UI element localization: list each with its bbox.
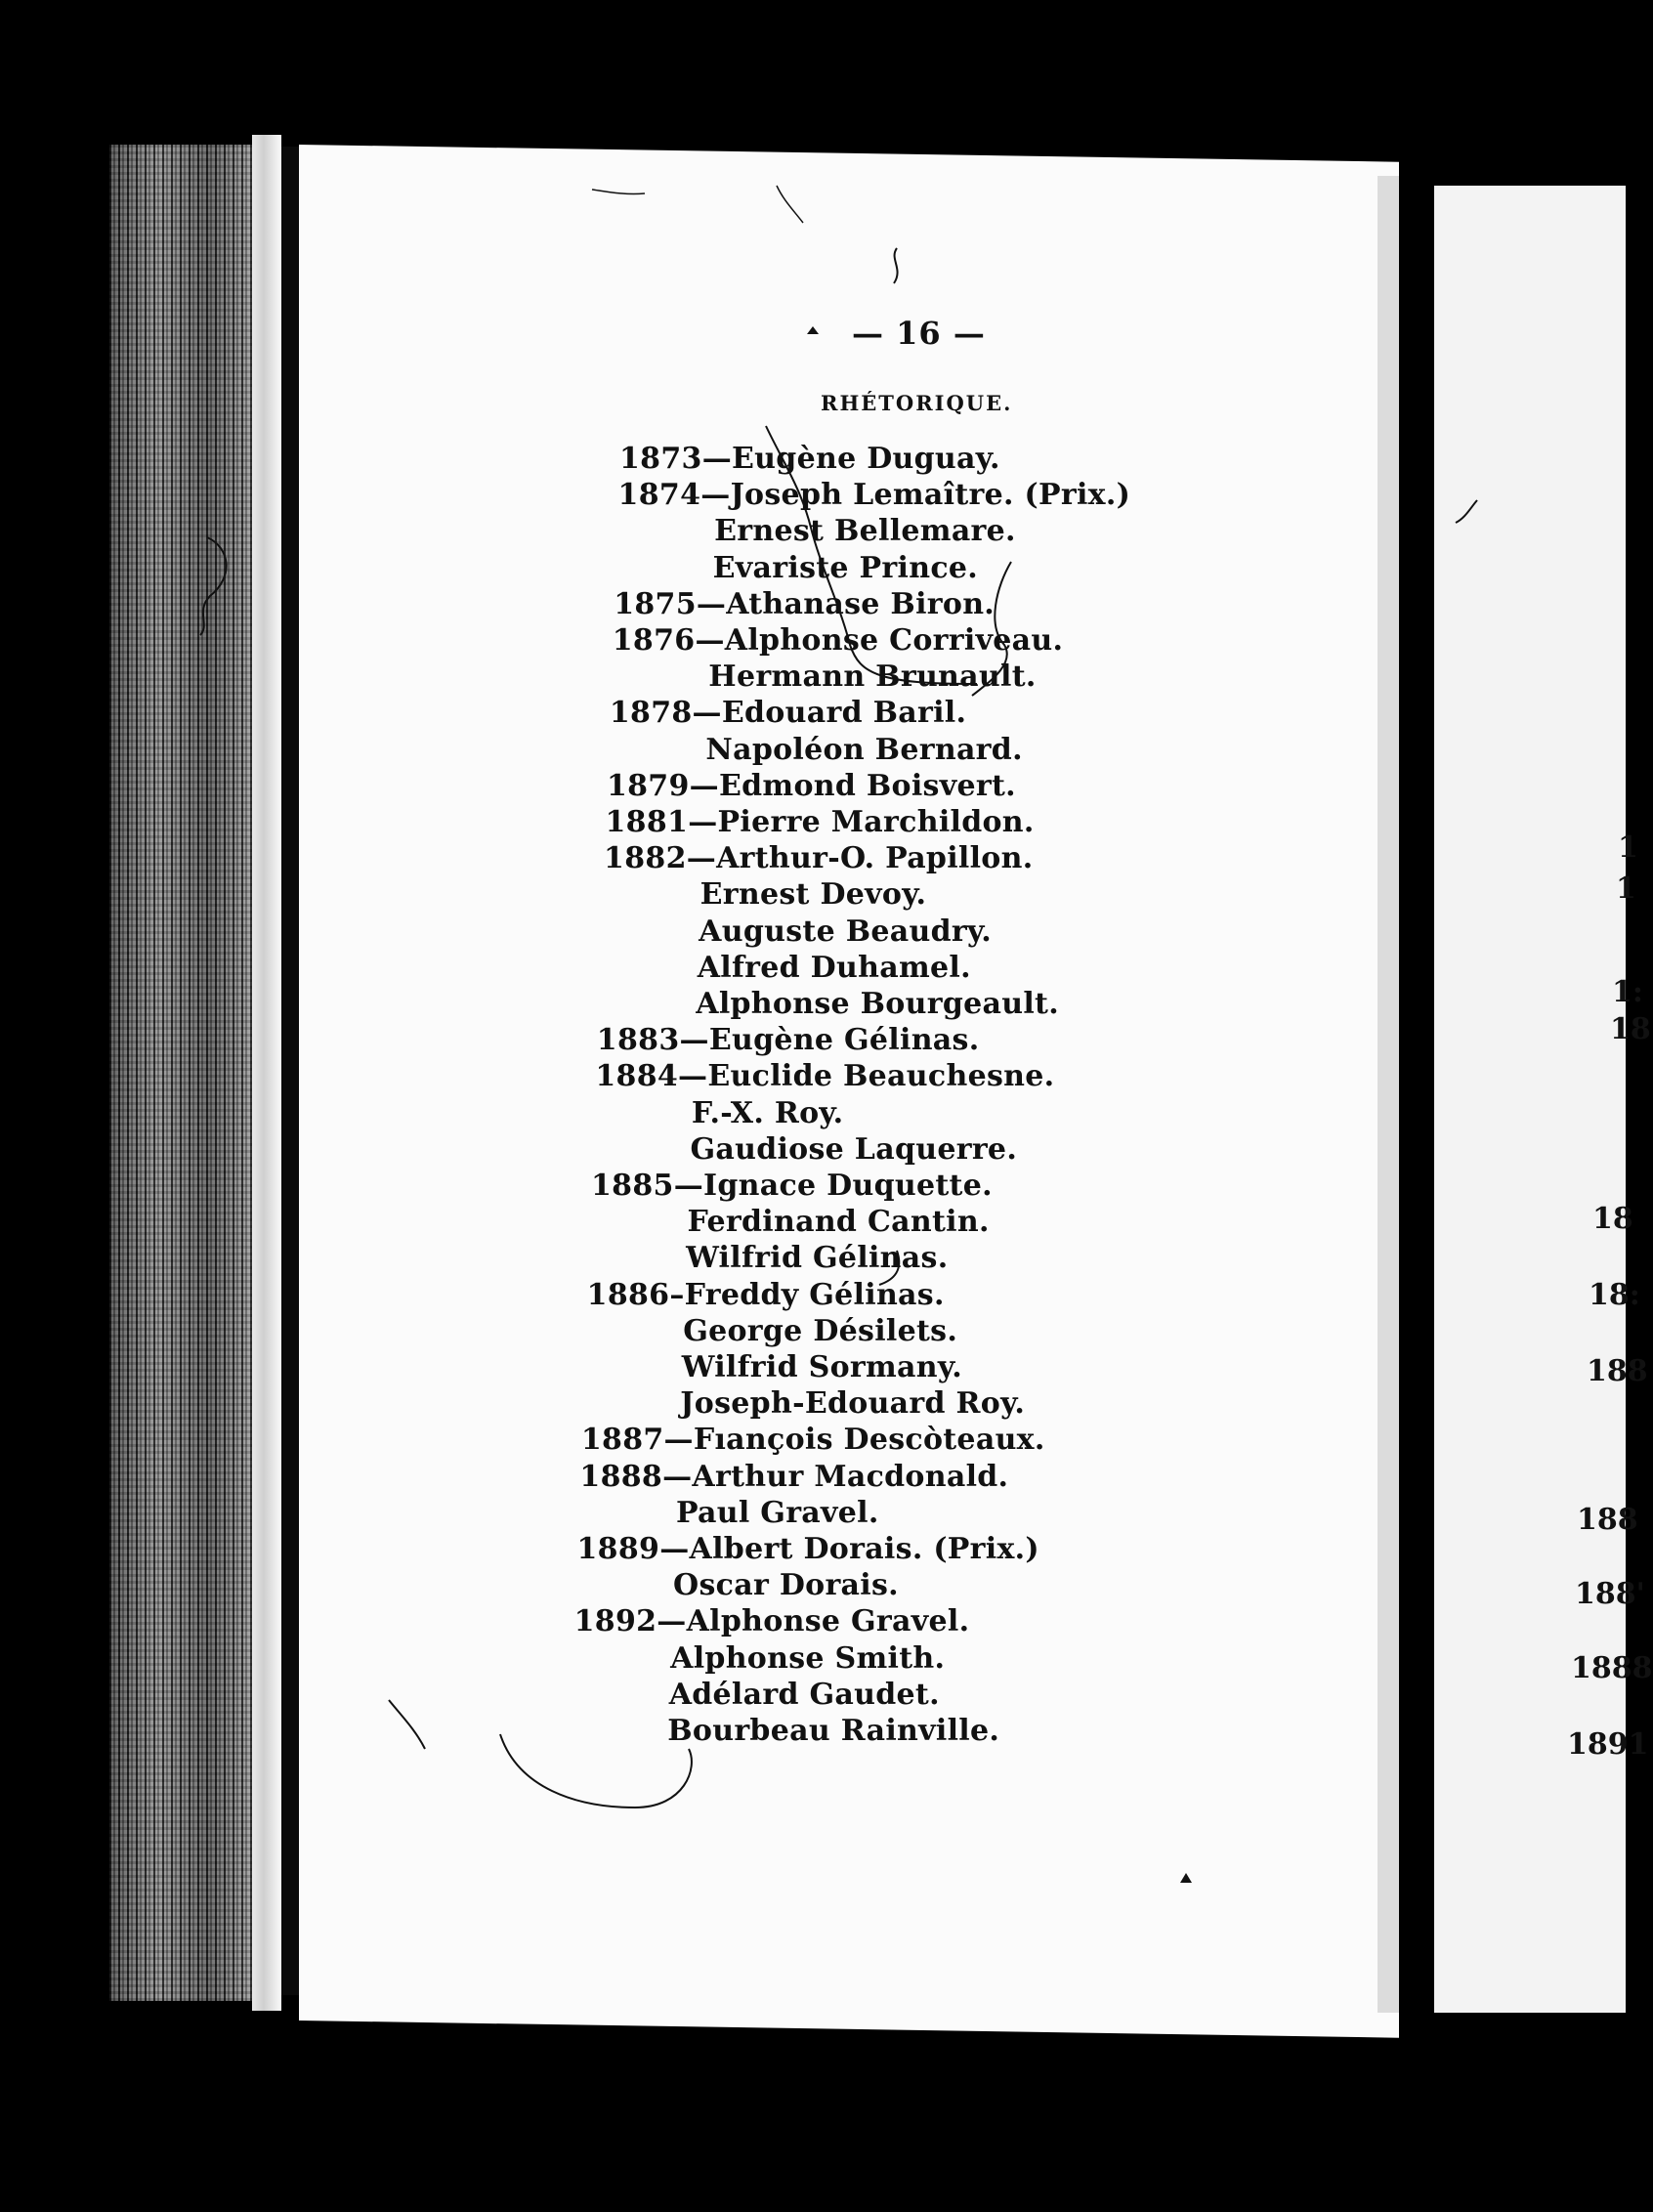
entry-separator: — xyxy=(696,586,727,621)
entry-separator: — xyxy=(701,442,733,476)
entry-name: Alphonse Smith. xyxy=(670,1640,946,1676)
entry-year: 1882 xyxy=(604,841,687,876)
entry-name: Fıançois Descòteaux. xyxy=(693,1423,1045,1458)
entry-year: 1892 xyxy=(573,1604,657,1639)
entry-year: 1887 xyxy=(580,1423,664,1458)
entry-year: 1886 xyxy=(586,1277,670,1312)
next-page-text: 1 xyxy=(1618,830,1638,865)
entry-separator: — xyxy=(659,1532,690,1566)
entry-name: Alphonse Gravel. xyxy=(686,1604,970,1639)
section-title: RHÉTORIQUE. xyxy=(821,391,1013,415)
entry-separator: — xyxy=(662,1459,693,1494)
entry-year: 1876 xyxy=(612,623,696,658)
entry-name: Napoléon Bernard. xyxy=(705,732,1023,767)
entry-name: Edouard Baril. xyxy=(721,696,967,731)
entry-separator: — xyxy=(673,1169,704,1203)
entry-name: George Désilets. xyxy=(683,1313,958,1348)
entry-name: Eugène Gélinas. xyxy=(708,1023,980,1058)
entry-name: Joseph Lemaître. xyxy=(730,478,1014,513)
entry-separator: — xyxy=(695,623,725,658)
entry-separator: — xyxy=(679,1023,709,1058)
entry-prize-note: (Prix.) xyxy=(1024,478,1131,513)
entry-name: Alphonse Corriveau. xyxy=(724,623,1064,658)
entry-name: Ernest Devoy. xyxy=(699,877,927,913)
next-page-text: 1891 xyxy=(1567,1727,1649,1762)
entry-name: Joseph-Edouard Roy. xyxy=(680,1386,1026,1422)
entry-name: Athanase Biron. xyxy=(726,586,996,621)
entry-separator: — xyxy=(689,768,719,803)
next-page-text: 1888 xyxy=(1571,1651,1653,1685)
entry-name: Ferdinand Cantin. xyxy=(687,1205,990,1240)
entry-year: 1885 xyxy=(591,1169,674,1203)
entry-year: 1873 xyxy=(619,442,702,476)
page-number: — 16 — xyxy=(852,315,986,352)
entry-name: F.-X. Roy. xyxy=(691,1095,844,1130)
next-page-text: 188 xyxy=(1587,1354,1648,1388)
entry-separator: – xyxy=(669,1277,685,1312)
entry-name: Pierre Marchildon. xyxy=(717,805,1035,839)
next-page-text: 18 xyxy=(1592,1202,1633,1236)
entry-name: Oscar Dorais. xyxy=(673,1568,899,1603)
next-page-text: 188 xyxy=(1577,1503,1638,1537)
entry-name: Freddy Gélinas. xyxy=(684,1277,945,1312)
entry-name: Hermann Brunault. xyxy=(708,659,1037,695)
entry-separator: — xyxy=(686,841,717,876)
entry-separator: — xyxy=(692,696,722,731)
entry-name: Auguste Beaudry. xyxy=(699,914,993,949)
entry-name: Wilfrid Sormany. xyxy=(681,1350,962,1384)
entry-year: 1879 xyxy=(606,768,690,803)
entry-separator: — xyxy=(657,1604,687,1639)
entry-name: Wilfrid Gélinas. xyxy=(686,1241,949,1276)
entry-name: Eugène Duguay. xyxy=(732,442,1000,476)
entry-separator: — xyxy=(700,478,731,513)
entry-year: 1888 xyxy=(579,1459,663,1494)
entry-name: Evariste Prince. xyxy=(712,550,979,585)
next-page-text: 18 xyxy=(1610,1012,1651,1046)
entry-year: 1881 xyxy=(605,805,689,839)
entry-name: Gaudiose Laquerre. xyxy=(690,1131,1018,1167)
next-page-text: 1 xyxy=(1616,872,1636,906)
next-page-text: 18: xyxy=(1589,1278,1640,1312)
entry-name: Alphonse Bourgeault. xyxy=(696,987,1059,1021)
entry-name: Arthur Macdonald. xyxy=(692,1459,1009,1494)
entry-name: Bourbeau Rainville. xyxy=(667,1714,1000,1748)
entry-year: 1878 xyxy=(609,696,693,731)
entry-name: Arthur-O. Papillon. xyxy=(716,841,1034,876)
entry-year: 1889 xyxy=(576,1532,660,1566)
entry-name: Alfred Duhamel. xyxy=(697,950,971,985)
entry-name: Edmond Boisvert. xyxy=(718,768,1016,803)
entry-name: Ernest Bellemare. xyxy=(714,514,1016,549)
entry-prize-note: (Prix.) xyxy=(933,1532,1039,1566)
entry-name: Adélard Gaudet. xyxy=(668,1677,940,1712)
entry-year: 1875 xyxy=(614,586,697,621)
entry-name: Ignace Duquette. xyxy=(703,1169,993,1203)
entry-separator: — xyxy=(688,805,718,839)
next-page-text: 188' xyxy=(1575,1577,1645,1611)
entry-separator: — xyxy=(678,1059,708,1094)
entry-name: Paul Gravel. xyxy=(675,1495,879,1530)
next-page-text: 1: xyxy=(1612,975,1643,1009)
entry-separator: — xyxy=(663,1423,694,1458)
entry-year: 1874 xyxy=(617,478,701,513)
entry-name: Albert Dorais. xyxy=(689,1532,923,1566)
entry-name: Euclide Beauchesne. xyxy=(707,1059,1055,1094)
entry-year: 1884 xyxy=(595,1059,679,1094)
entry-year: 1883 xyxy=(596,1023,680,1058)
